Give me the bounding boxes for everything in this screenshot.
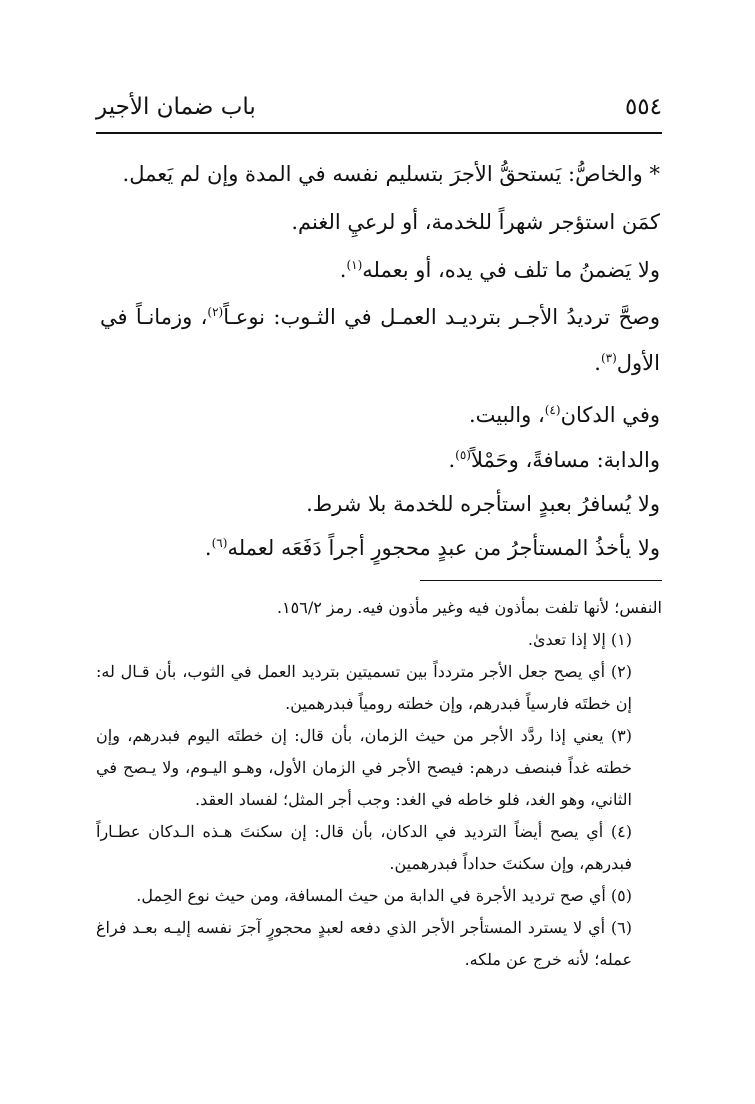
footnotes [96,592,662,976]
footnote: (٤) أي يصح أيضاً الترديد في الدكان، بأن قال: إن سكنتَ هـذه الـدكان عطـاراً فبدرهم، وإن سكنتَ حداداً فبدرهمين. [96,822,632,873]
main-paragraph: * والخاصُّ: يَستحقُّ الأجرَ بتسليم نفسه في المدة وإن لم يَعمل. [122,162,660,186]
footnote-marker: (٣) [600,351,617,365]
footnote: (٢) أي يصح جعل الأجر متردداً بين تسميتين بترديد العمل في الثوب، بأن قـال له: إن خطتَه فارسياً فبدرهم، وإن خطته رومياً فبدرهمين. [96,662,632,713]
footnote-marker: (٤) [544,403,561,417]
footnote-continuation: النفس؛ لأنها تلفت بمأذون فيه وغير مأذون فيه. رمز ١٥٦/٢. [276,598,662,617]
main-paragraph: ولا يُسافرُ بعبدٍ استأجره للخدمة بلا شرط. [306,492,660,516]
footnote: (٣) يعني إذا ردَّد الأجر من حيث الزمان، بأن قال: إن خطتَه اليوم فبدرهم، وإن خطته غداً فبنصف درهم: فيصح الأجر في الزمان الأول، وهـو اليـوم، ولا يـصح في الثاني، وهو الغد، فلو خاطه في الغد: وجب أجر المثل؛ لفساد العقد. [96,726,633,809]
main-paragraph: ولا يأخذُ المستأجرُ من عبدٍ محجورٍ أجراً دَفَعَه لعمله$^{(٦)}$. [204,536,660,560]
footnote: (٦) أي لا يسترد المستأجر الأجر الذي دفعه لعبدٍ محجورٍ آجرَ نفسه إليـه بعـد فراغ عمله؛ لأنه خرج عن ملكه. [96,918,632,969]
footnote-marker: (٦) [211,536,228,550]
main-paragraph: وصحَّ ترديدُ الأجـر بترديـد العمـل في الثـوب: نوعـاً$^{(٢)}$، وزمانـاً في الأول$^{(٣)}$. [100,305,661,375]
header-divider [96,132,662,134]
footnote-marker: (١) [346,258,363,272]
footnote: (١) إلا إذا تعدىٰ. [527,630,632,649]
chapter-title: باب ضمان الأجير [96,94,256,120]
main-paragraph: كمَن استؤجر شهراً للخدمة، أو لرعيِ الغنم. [291,210,660,234]
footnote: (٥) أي صح ترديد الأجرة في الدابة من حيث المسافة، ومن حيث نوع الحِمل. [136,886,632,905]
main-paragraph: وفي الدكان$^{(٤)}$، والبيت. [468,403,660,427]
footnote-divider [420,580,662,581]
page-header [96,92,662,128]
main-text [100,150,660,570]
footnote-marker: (٥) [455,448,471,462]
main-paragraph: ولا يَضمنُ ما تلف في يده، أو بعمله$^{(١)}$. [339,258,660,282]
footnote-marker: (٢) [207,305,224,319]
main-paragraph: والدابة: مسافةً، وحَمْلاً$^{(٥)}$. [448,448,660,472]
page-number: ٥٥٤ [624,94,662,120]
